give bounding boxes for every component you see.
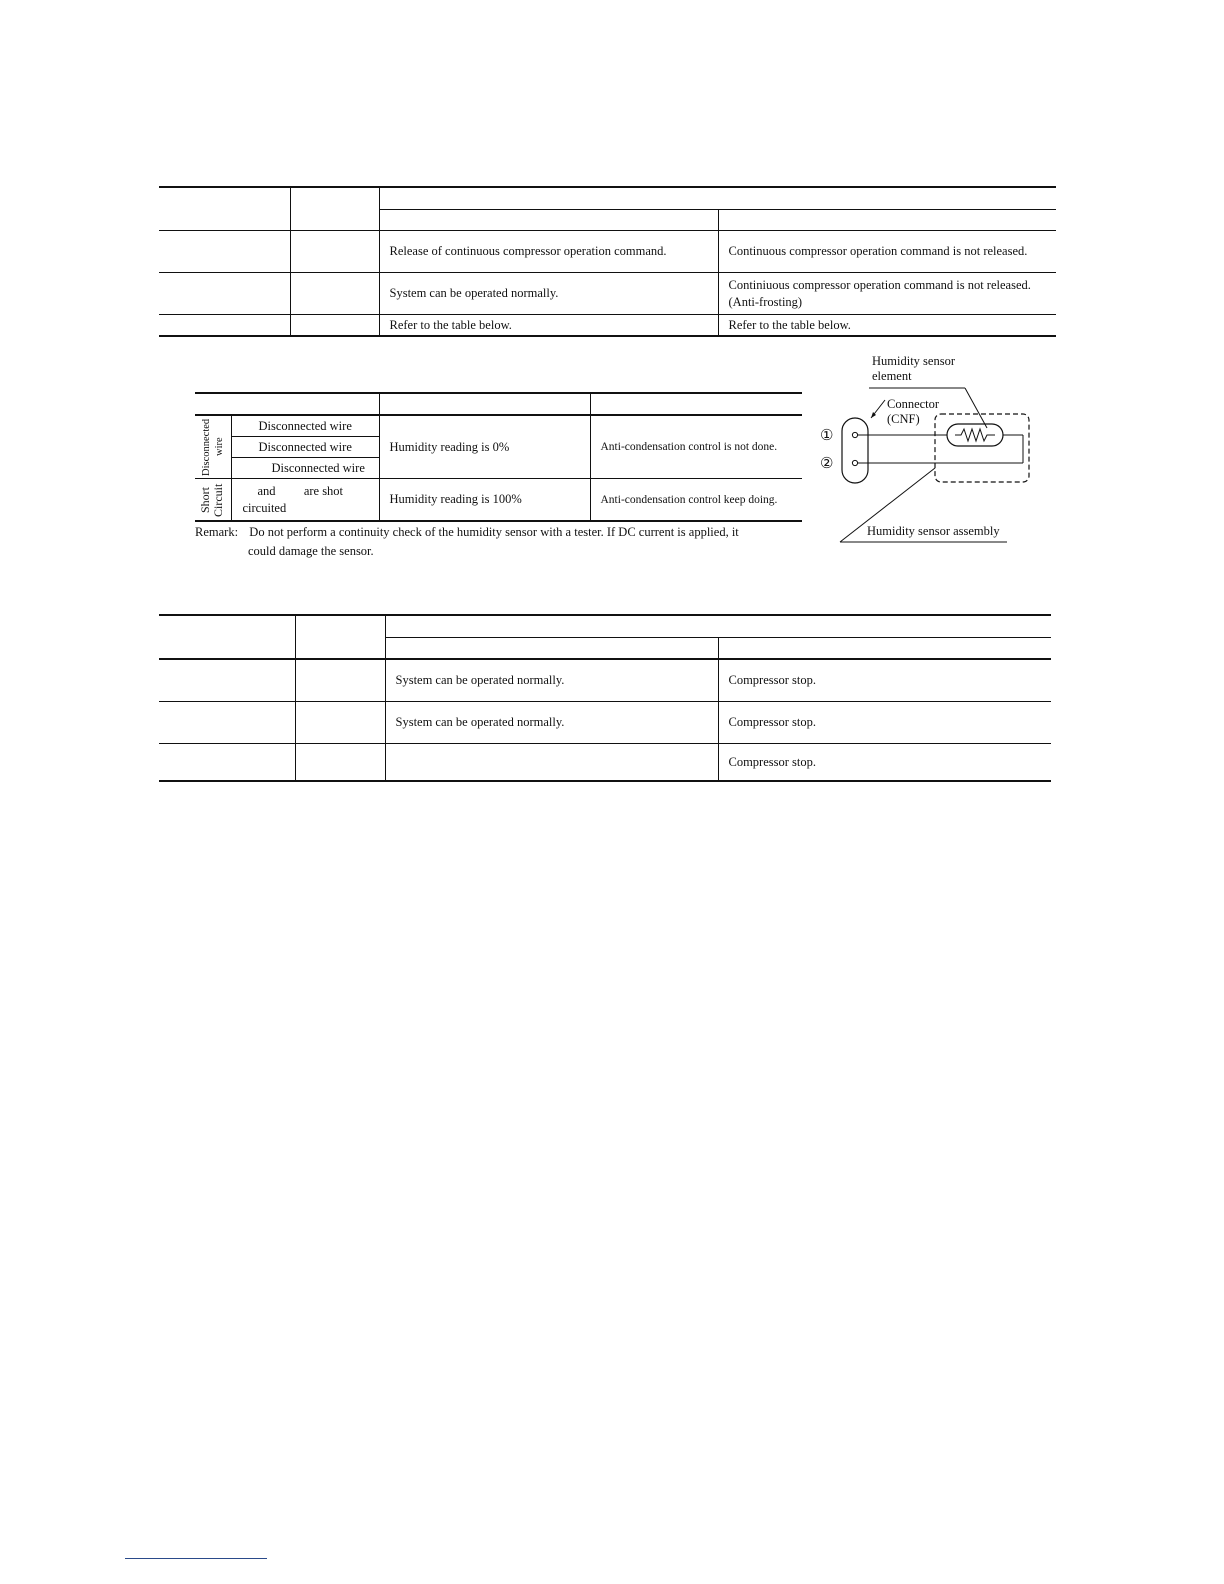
t2-r1-label: Disconnected wire (231, 415, 379, 437)
t3-r2-normal: System can be operated normally. (385, 702, 718, 744)
table-row (159, 659, 1051, 702)
remark-text-1: Do not perform a continuity check of the humidity sensor with a tester. If DC current is applied, it (249, 525, 739, 539)
table-row (159, 744, 1051, 782)
t1-r1-abnormal: Continuous compressor operation command is not released. (718, 231, 1056, 273)
t2-short-reading: Humidity reading is 100% (379, 479, 590, 522)
t3-header-abnormal (718, 637, 1051, 659)
t1-r2-abnormal: Continiuous compressor operation command is not released. (Anti-frosting) (718, 273, 1056, 315)
table-1 (159, 186, 1056, 337)
group-label-disconnected: Disconnected wire (200, 418, 225, 476)
assembly-label: Humidity sensor assembly (867, 524, 1000, 538)
t2-disconnected-reading: Humidity reading is 0% (379, 415, 590, 479)
t2-r4-are-shot: are shot (303, 483, 344, 498)
element-label-2: element (872, 369, 912, 383)
t1-header-judgement (379, 187, 1056, 209)
sensor-table (195, 392, 802, 522)
table-row (159, 702, 1051, 744)
t2-header-condition (195, 393, 379, 415)
t1-r2-normal: System can be operated normally. (379, 273, 718, 315)
group-label-short: Short Circuit (197, 482, 225, 517)
table-row (195, 479, 802, 522)
remark (195, 523, 795, 561)
element-label-1: Humidity sensor (872, 354, 955, 368)
t3-header-col1 (159, 615, 295, 659)
humidity-sensor-diagram (815, 350, 1055, 550)
t1-r1-normal: Release of continuous compressor operation command. (379, 231, 718, 273)
t2-disconnected-control: Anti-condensation control is not done. (590, 415, 802, 479)
connector-label-1: Connector (887, 397, 940, 411)
t2-r3-label: Disconnected wire (231, 458, 379, 479)
t2-r4-and: and (257, 483, 276, 498)
t1-header-col1 (159, 187, 290, 231)
t3-header-judgement (385, 615, 1051, 637)
table-3 (159, 614, 1051, 782)
table-row (159, 315, 1056, 337)
t2-header-reading (379, 393, 590, 415)
connector-body (842, 418, 868, 483)
t3-header-col2 (295, 615, 385, 659)
t1-header-abnormal (718, 209, 1056, 231)
t2-r2-label: Disconnected wire (231, 437, 379, 458)
connector-label-2: (CNF) (887, 412, 920, 426)
t3-r2-abnormal: Compressor stop. (718, 702, 1051, 744)
remark-text-2: could damage the sensor. (248, 544, 374, 558)
table-row (159, 231, 1056, 273)
t1-r3-normal: Refer to the table below. (379, 315, 718, 337)
t2-header-control (590, 393, 802, 415)
table-row (195, 415, 802, 437)
pin-1-label: ① (820, 428, 834, 444)
t3-r3-abnormal: Compressor stop. (718, 744, 1051, 782)
footer-rule (125, 1558, 267, 1559)
pin-2-label: ② (820, 456, 834, 472)
t3-header-normal (385, 637, 718, 659)
t3-r1-normal: System can be operated normally. (385, 659, 718, 702)
resistor-icon (955, 429, 995, 441)
t3-r3-normal (385, 744, 718, 782)
t1-header-normal (379, 209, 718, 231)
t1-header-col2 (290, 187, 379, 231)
remark-label: Remark: (195, 525, 239, 539)
t3-r1-abnormal: Compressor stop. (718, 659, 1051, 702)
table-row (159, 273, 1056, 315)
t2-short-control: Anti-condensation control keep doing. (590, 479, 802, 522)
t2-r4-circuited: circuited (242, 500, 287, 515)
t1-r3-abnormal: Refer to the table below. (718, 315, 1056, 337)
